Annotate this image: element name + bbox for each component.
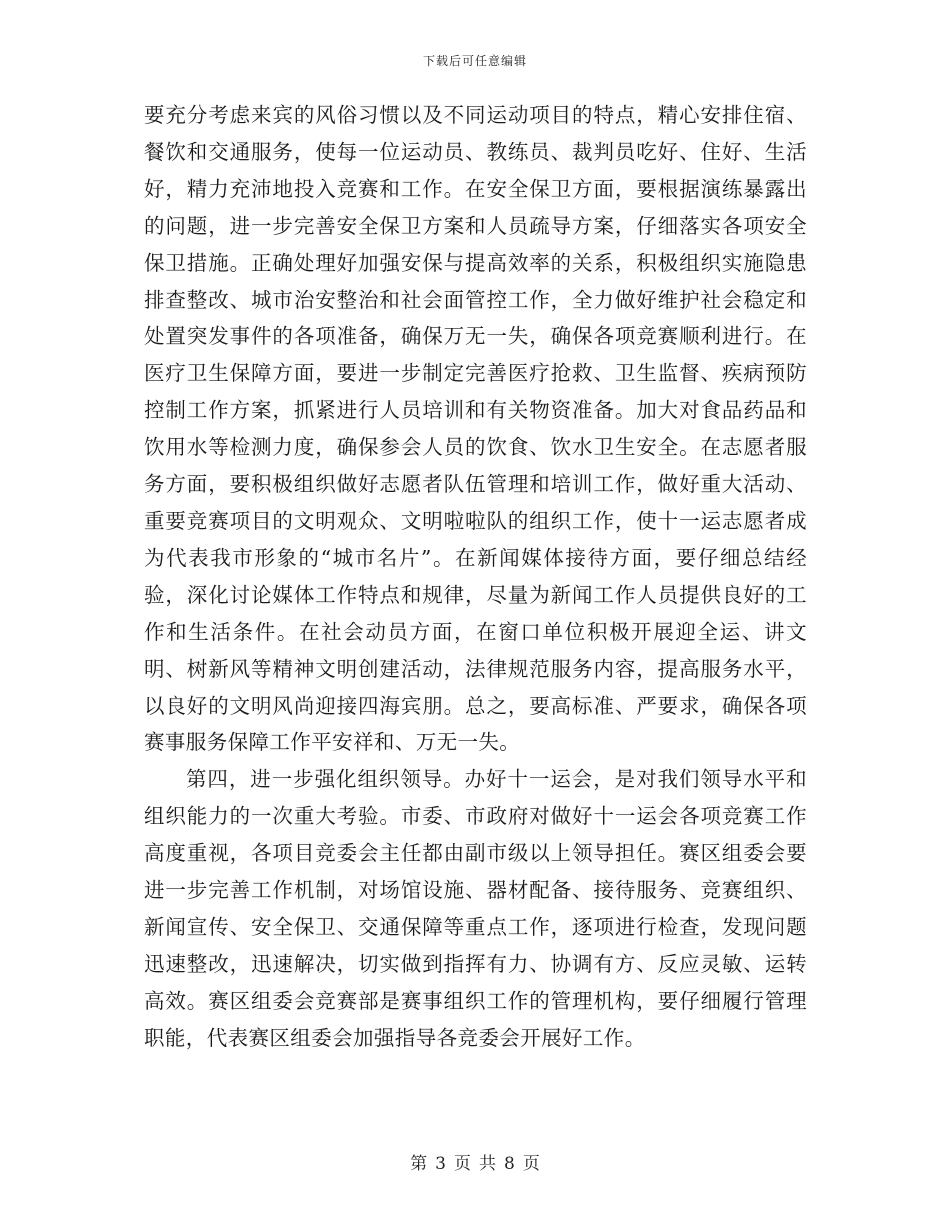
footer-total-pages: 8	[504, 1154, 515, 1174]
footer-current-page: 3	[435, 1154, 446, 1174]
paragraph-1: 要充分考虑来宾的风俗习惯以及不同运动项目的特点，精心安排住宿、餐饮和交通服务，使每一位运动员、教练员、裁判员吃好、住好、生活好，精力充沛地投入竞赛和工作。在安全保卫方面，要根据演练暴露出的问题，进一步完善安全保卫方案和人员疏导方案，仔细落实各项安全保卫措施。正确处理好加强安保与提高效率的关系，积极组织实施隐患排查整改、城市治安整治和社会面管控工作，全力做好维护社会稳定和处置突发事件的各项准备，确保万无一失，确保各项竞赛顺利进行。在医疗卫生保障方面，要进一步制定完善医疗抢救、卫生监督、疾病预防控制工作方案，抓紧进行人员培训和有关物资准备。加大对食品药品和饮用水等检测力度，确保参会人员的饮食、饮水卫生安全。在志愿者服务方面，要积极组织做好志愿者队伍管理和培训工作，做好重大活动、重要竞赛项目的文明观众、文明啦啦队的组织工作，使十一运志愿者成为代表我市形象的“城市名片”。在新闻媒体接待方面，要仔细总结经验，深化讨论媒体工作特点和规律，尽量为新闻工作人员提供良好的工作和生活条件。在社会动员方面，在窗口单位积极开展迎全运、讲文明、树新风等精神文明创建活动，法律规范服务内容，提高服务水平，以良好的文明风尚迎接四海宾朋。总之，要高标准、严要求，确保各项赛事服务保障工作平安祥和、万无一失。	[144, 103, 807, 755]
page-header: 下载后可任意编辑	[422, 54, 527, 68]
footer-total-prefix: 共	[479, 1154, 496, 1174]
footer-page-unit: 页	[454, 1154, 471, 1174]
document-body	[144, 97, 807, 1057]
footer-prefix: 第	[410, 1154, 428, 1174]
page-footer	[0, 1149, 950, 1174]
footer-total-unit: 页	[522, 1154, 540, 1174]
paragraph-2: 第四，进一步强化组织领导。办好十一运会，是对我们领导水平和组织能力的一次重大考验。市委、市政府对做好十一运会各项竞赛工作高度重视，各项目竞委会主任都由副市级以上领导担任。赛区组委会要进一步完善工作机制，对场馆设施、器材配备、接待服务、竞赛组织、新闻宣传、安全保卫、交通保障等重点工作，逐项进行检查，发现问题迅速整改，迅速解决，切实做到指挥有力、协调有方、反应灵敏、运转高效。赛区组委会竞赛部是赛事组织工作的管理机构，要仔细履行管理职能，代表赛区组委会加强指导各竞委会开展好工作。	[144, 767, 807, 1050]
